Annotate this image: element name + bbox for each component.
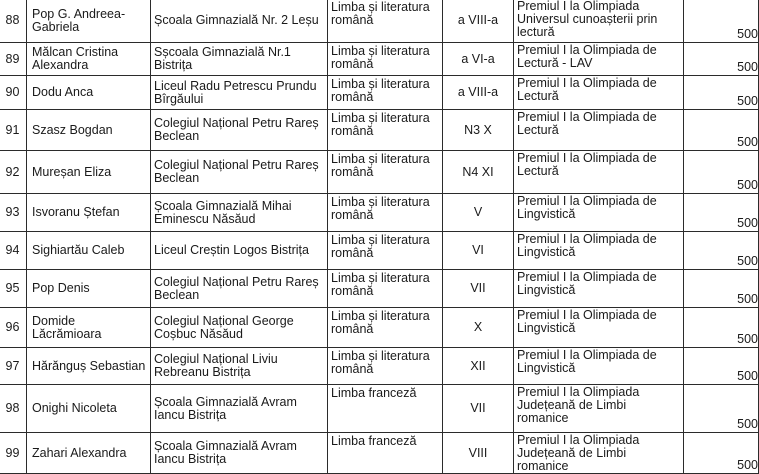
table-row xyxy=(0,43,759,76)
amount: 500 xyxy=(684,433,759,474)
school-name: Școala Gimnazială Nr. 2 Leșu xyxy=(151,0,328,43)
subject: Limba și literatura română xyxy=(328,76,443,110)
prize: Premiul I la Olimpiada de Lingvistică xyxy=(514,308,684,348)
school-name: Colegiul Național George Coșbuc Năsăud xyxy=(151,308,328,348)
school-name: Școala Gimnazială Avram Iancu Bistrița xyxy=(151,385,328,433)
subject: Limba și literatura română xyxy=(328,270,443,308)
amount: 500 xyxy=(684,151,759,194)
subject: Limba și literatura română xyxy=(328,308,443,348)
amount: 500 xyxy=(684,76,759,110)
table-row xyxy=(0,194,759,232)
row-number: 98 xyxy=(0,385,27,433)
class-level: N4 XI xyxy=(443,151,514,194)
school-name: Școala Gimnazială Avram Iancu Bistrița xyxy=(151,433,328,474)
subject: Limba și literatura română xyxy=(328,232,443,270)
prize: Premiul I la Olimpiada de Lingvistică xyxy=(514,270,684,308)
class-level: a VI-a xyxy=(443,43,514,76)
student-name: Pop Denis xyxy=(27,270,151,308)
prize: Premiul I la Olimpiada Universul cunoașterii prin lectură xyxy=(514,0,684,43)
school-name: Colegiul Național Liviu Rebreanu Bistrița xyxy=(151,348,328,385)
prize: Premiul I la Olimpiada de Lingvistică xyxy=(514,348,684,385)
row-number: 91 xyxy=(0,110,27,151)
student-name: Sighiartău Caleb xyxy=(27,232,151,270)
table-row xyxy=(0,308,759,348)
subject: Limba și literatura română xyxy=(328,43,443,76)
table-row xyxy=(0,151,759,194)
class-level: VII xyxy=(443,385,514,433)
school-name: Liceul Radu Petrescu Prundu Bîrgăului xyxy=(151,76,328,110)
row-number: 94 xyxy=(0,232,27,270)
student-name: Mălcan Cristina Alexandra xyxy=(27,43,151,76)
prize: Premiul I la Olimpiada de Lingvistică xyxy=(514,194,684,232)
subject: Limba și literatura română xyxy=(328,194,443,232)
student-name: Dodu Anca xyxy=(27,76,151,110)
school-name: Liceul Creștin Logos Bistrița xyxy=(151,232,328,270)
class-level: N3 X xyxy=(443,110,514,151)
table-row xyxy=(0,232,759,270)
student-name: Isvoranu Ștefan xyxy=(27,194,151,232)
subject: Limba și literatura română xyxy=(328,110,443,151)
row-number: 92 xyxy=(0,151,27,194)
class-level: VIII xyxy=(443,433,514,474)
row-number: 97 xyxy=(0,348,27,385)
student-name: Zahari Alexandra xyxy=(27,433,151,474)
student-name: Onighi Nicoleta xyxy=(27,385,151,433)
amount: 500 xyxy=(684,270,759,308)
subject: Limba franceză xyxy=(328,385,443,433)
prize: Premiul I la Olimpiada de Lectură xyxy=(514,151,684,194)
prize: Premiul I la Olimpiada Județeană de Limbi romanice xyxy=(514,433,684,474)
school-name: Școala Gimnazială Mihai Eminescu Năsăud xyxy=(151,194,328,232)
prize: Premiul I la Olimpiada de Lectură - LAV xyxy=(514,43,684,76)
subject: Limba și literatura română xyxy=(328,151,443,194)
table-row xyxy=(0,0,759,43)
subject: Limba și literatura română xyxy=(328,348,443,385)
row-number: 93 xyxy=(0,194,27,232)
amount: 500 xyxy=(684,110,759,151)
student-name: Mureșan Eliza xyxy=(27,151,151,194)
subject: Limba franceză xyxy=(328,433,443,474)
amount: 500 xyxy=(684,43,759,76)
amount: 500 xyxy=(684,232,759,270)
row-number: 96 xyxy=(0,308,27,348)
prize: Premiul I la Olimpiada de Lectură xyxy=(514,76,684,110)
amount: 500 xyxy=(684,385,759,433)
school-name: Sșcoala Gimnazială Nr.1 Bistrița xyxy=(151,43,328,76)
school-name: Colegiul Național Petru Rareș Beclean xyxy=(151,110,328,151)
amount: 500 xyxy=(684,348,759,385)
student-name: Domide Lăcrămioara xyxy=(27,308,151,348)
row-number: 95 xyxy=(0,270,27,308)
prize: Premiul I la Olimpiada de Lectură xyxy=(514,110,684,151)
class-level: X xyxy=(443,308,514,348)
table-row xyxy=(0,110,759,151)
amount: 500 xyxy=(684,194,759,232)
amount: 500 xyxy=(684,308,759,348)
amount: 500 xyxy=(684,0,759,43)
table-row xyxy=(0,348,759,385)
class-level: a VIII-a xyxy=(443,76,514,110)
student-name: Pop G. Andreea-Gabriela xyxy=(27,0,151,43)
subject: Limba și literatura română xyxy=(328,0,443,43)
row-number: 89 xyxy=(0,43,27,76)
student-name: Hărănguș Sebastian xyxy=(27,348,151,385)
table-row xyxy=(0,385,759,433)
class-level: XII xyxy=(443,348,514,385)
class-level: a VIII-a xyxy=(443,0,514,43)
table-row xyxy=(0,433,759,474)
school-name: Colegiul Național Petru Rareș Beclean xyxy=(151,151,328,194)
prize: Premiul I la Olimpiada Județeană de Limbi romanice xyxy=(514,385,684,433)
class-level: VII xyxy=(443,270,514,308)
row-number: 88 xyxy=(0,0,27,43)
class-level: VI xyxy=(443,232,514,270)
row-number: 99 xyxy=(0,433,27,474)
class-level: V xyxy=(443,194,514,232)
table-row xyxy=(0,76,759,110)
row-number: 90 xyxy=(0,76,27,110)
student-name: Szasz Bogdan xyxy=(27,110,151,151)
prize: Premiul I la Olimpiada de Lingvistică xyxy=(514,232,684,270)
school-name: Colegiul Național Petru Rareș Beclean xyxy=(151,270,328,308)
table-row xyxy=(0,270,759,308)
